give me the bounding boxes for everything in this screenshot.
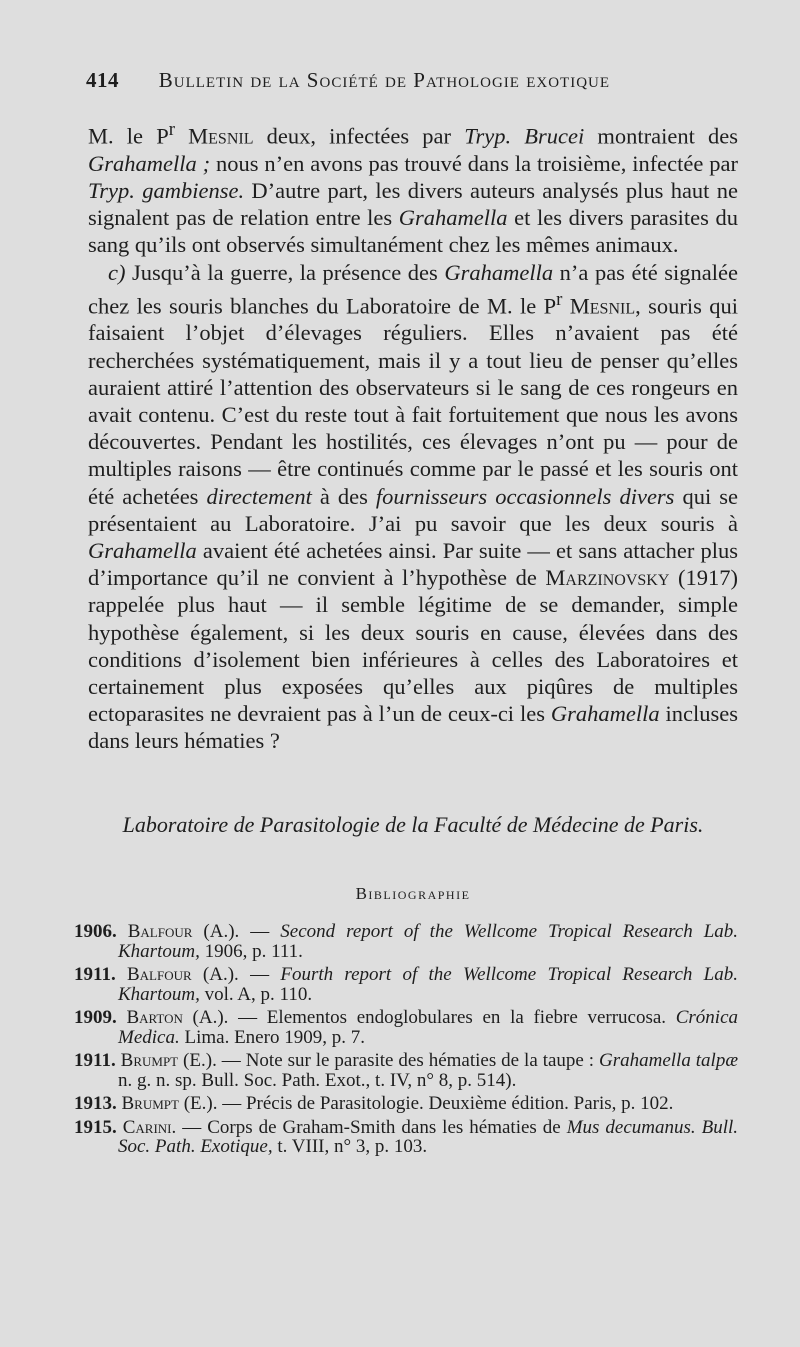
entry-author: Balfour (A.).	[126, 964, 239, 985]
bibliography-entry	[74, 1094, 738, 1114]
text-run: M. le P	[88, 123, 169, 149]
text-run: nous n’en avons pas trouvé dans la troisième, infectée par	[210, 150, 738, 176]
text-run: D’autre part, les divers auteurs analysés plus haut ne signalent pas de relation entre les	[88, 177, 738, 231]
superscript: r	[556, 288, 563, 310]
entry-text: —	[238, 964, 281, 985]
entry-work: Mus decumanus. Bull. Soc. Path. Exotique,	[118, 1116, 739, 1157]
entry-text: — Précis de Parasitologie. Deuxième édition. Paris, p. 102.	[217, 1093, 674, 1114]
entry-author: Barton (A.).	[126, 1007, 229, 1028]
bibliography-list	[74, 922, 738, 1161]
text-run: qui se présentaient au Laboratoire. J’ai pu savoir que les deux souris à	[88, 483, 738, 536]
bibliography-heading: Bibliographie	[355, 884, 471, 903]
entry-year: 1906.	[74, 921, 117, 942]
text-run: incluses dans leurs hématies ?	[88, 701, 738, 754]
entry-year: 1913.	[74, 1093, 117, 1114]
text-run: deux, infectées par	[253, 123, 465, 149]
bibliography-entry	[74, 1008, 738, 1047]
page-number: 414	[86, 68, 119, 92]
entry-text: n. g. n. sp. Bull. Soc. Path. Exot., t. IV, n° 8, p. 514).	[118, 1069, 517, 1091]
entry-text: — Note sur le parasite des hématies de la taupe :	[216, 1050, 599, 1071]
paragraph-2	[88, 259, 738, 755]
affiliation: Laboratoire de Parasitologie de la Faculté de Médecine de Paris.	[122, 812, 704, 837]
author-name: Mesnil	[569, 293, 636, 319]
species-name: Tryp. gambiense.	[88, 177, 245, 203]
text-run: à des	[311, 483, 376, 509]
genus-name: Grahamella	[444, 259, 554, 285]
text-run: et les divers parasites du sang qu’ils ont observés simultanément chez les mêmes animaux.	[88, 205, 738, 258]
entry-year: 1911.	[74, 964, 116, 985]
genus-name: Grahamella	[550, 701, 660, 727]
bibliography-entry	[74, 965, 738, 1004]
bibliography-entry	[74, 922, 738, 961]
entry-text: t. VIII, n° 3, p. 103.	[272, 1136, 428, 1157]
entry-author: Brumpt (E.).	[120, 1050, 217, 1071]
text-run: n’a pas été signalée chez les souris blanches du Laboratoire de M. le P	[88, 259, 738, 319]
entry-work: Fourth report of the Wellcome Tropical Research Lab. Khartoum,	[118, 964, 738, 1005]
entry-author: Carini.	[122, 1116, 177, 1138]
entry-text: 1906, p. 111.	[199, 940, 303, 962]
entry-text: vol. A, p. 110.	[199, 983, 313, 1005]
emphasis: fournisseurs occasionnels divers	[375, 483, 675, 509]
entry-text: Lima. Enero 1909, p. 7.	[179, 1026, 365, 1048]
species-name: Tryp. Brucei	[464, 123, 585, 149]
paragraph-1	[88, 116, 738, 259]
bibliography-entry	[74, 1051, 738, 1090]
entry-author: Balfour (A.).	[127, 921, 240, 942]
article-body	[88, 116, 738, 755]
genus-name: Grahamella	[398, 205, 508, 231]
entry-year: 1915.	[74, 1116, 117, 1138]
entry-text: — Elementos endoglobulares en la fiebre verrucosa.	[228, 1007, 676, 1028]
text-run: Jusqu’à la guerre, la présence des	[125, 259, 445, 285]
running-header	[86, 68, 736, 93]
text-run: montraient des	[584, 123, 739, 149]
author-name: Marzinovsky	[545, 565, 670, 591]
entry-author: Brumpt (E.).	[121, 1093, 218, 1114]
entry-text: — Corps de Graham-Smith dans les hématies de	[176, 1116, 567, 1138]
bibliography-entry	[74, 1118, 738, 1157]
text-run: , souris qui faisaient l’objet d’élevages réguliers. Elles n’avaient pas été recherchées systématiquement, mais il y a tout lieu de penser qu’elles auraient attiré l’attention des observateurs si le sang de ces rongeurs en avait contenu. C’est du reste tout à fait fortuitement que nous les avons découvertes. Pendant les hostilités, ces élevages n’ont pu — pour de multiples raisons — être continués comme par le passé et les souris ont été achetées	[88, 293, 738, 509]
entry-year: 1909.	[74, 1007, 117, 1028]
journal-title: Bulletin de la Société de Pathologie exotique	[158, 68, 611, 92]
genus-name: Grahamella ;	[88, 150, 211, 176]
superscript: r	[168, 119, 175, 140]
entry-work: Crónica Medica.	[118, 1007, 739, 1048]
entry-work: Grahamella talpæ	[599, 1050, 738, 1071]
emphasis: directement	[206, 483, 312, 509]
text-run: avaient été achetées ainsi. Par suite — et sans attacher plus d’importance qu’il ne convient à l’hypothèse de	[88, 538, 738, 591]
genus-name: Grahamella	[88, 538, 197, 564]
entry-year: 1911.	[74, 1050, 116, 1071]
text-run: (1917) rappelée plus haut — il semble légitime de se demander, simple hypothèse également, si les deux souris en cause, élevées dans des conditions d’isolement bien inférieures à celles des Laboratoires et certainement plus exposées qu’elles aux piqûres de multiples ectoparasites ne devraient pas à l’un de ceux-ci les	[88, 565, 738, 727]
entry-text: —	[239, 921, 281, 942]
author-name: Mesnil	[188, 123, 254, 149]
list-marker: c)	[108, 259, 126, 285]
entry-work: Second report of the Wellcome Tropical Research Lab. Khartoum,	[118, 921, 739, 962]
